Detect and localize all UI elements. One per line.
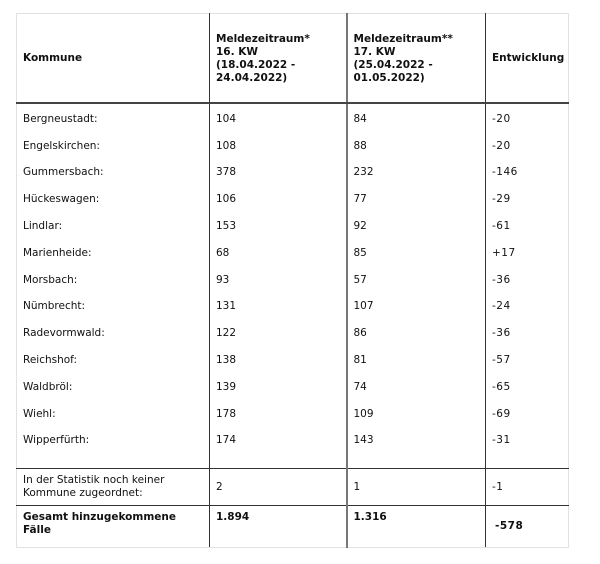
table-row — [17, 103, 569, 133]
kw17-cell: 74 — [347, 374, 486, 401]
total-row — [17, 506, 569, 548]
kommune-cell: Lindlar: — [17, 213, 210, 240]
kw16-cell: 138 — [210, 347, 347, 374]
kw16-cell: 153 — [210, 213, 347, 240]
entwicklung-cell: -31 — [486, 428, 569, 455]
kw16-cell: 178 — [210, 401, 347, 428]
unassigned-label-line: In der Statistik noch keiner — [23, 474, 165, 487]
kw16-cell: 139 — [210, 374, 347, 401]
entwicklung-cell: -29 — [486, 186, 569, 213]
total-kw16: 1.894 — [210, 506, 347, 548]
header-kw16 — [210, 14, 347, 104]
kw17-cell: 232 — [347, 160, 486, 187]
table-row — [17, 401, 569, 428]
total-label-line: Fälle — [23, 524, 51, 537]
entwicklung-cell: -146 — [486, 160, 569, 187]
kommune-cell: Bergneustadt: — [17, 103, 210, 133]
covid-cases-table — [16, 13, 569, 548]
table-row — [17, 294, 569, 321]
table-row — [17, 160, 569, 187]
header-kw16-line: 24.04.2022) — [216, 72, 288, 84]
kw16-cell: 106 — [210, 186, 347, 213]
covid-cases-table-container — [16, 13, 568, 548]
kw17-cell: 77 — [347, 186, 486, 213]
kommune-cell: Nümbrecht: — [17, 294, 210, 321]
kommune-cell: Waldbröl: — [17, 374, 210, 401]
spacer-cell — [347, 454, 486, 469]
header-kommune-label: Kommune — [23, 51, 83, 64]
kommune-cell: Hückeswagen: — [17, 186, 210, 213]
header-kw17-line: Meldezeitraum** — [353, 33, 453, 45]
header-kw16-line: 16. KW — [216, 46, 258, 58]
table-row — [17, 428, 569, 455]
entwicklung-cell: -24 — [486, 294, 569, 321]
summary-rows — [17, 469, 569, 548]
table-row — [17, 240, 569, 267]
entwicklung-cell: -61 — [486, 213, 569, 240]
header-kw17-line: 01.05.2022) — [353, 72, 425, 84]
kw17-cell: 109 — [347, 401, 486, 428]
kommune-cell: Engelskirchen: — [17, 133, 210, 160]
unassigned-label — [17, 469, 210, 506]
kw16-cell: 108 — [210, 133, 347, 160]
kommune-cell: Morsbach: — [17, 267, 210, 294]
spacer-row — [17, 454, 569, 469]
entwicklung-cell: -36 — [486, 320, 569, 347]
kw17-cell: 88 — [347, 133, 486, 160]
kommune-cell: Marienheide: — [17, 240, 210, 267]
header-entwicklung-label: Entwicklung — [492, 51, 565, 64]
kw17-cell: 81 — [347, 347, 486, 374]
entwicklung-cell: -20 — [486, 103, 569, 133]
kw17-cell: 84 — [347, 103, 486, 133]
kw17-cell: 107 — [347, 294, 486, 321]
kw16-cell: 174 — [210, 428, 347, 455]
kw16-cell: 378 — [210, 160, 347, 187]
entwicklung-cell: -57 — [486, 347, 569, 374]
entwicklung-cell: -69 — [486, 401, 569, 428]
kommune-cell: Radevormwald: — [17, 320, 210, 347]
municipality-rows — [17, 103, 569, 469]
table-row — [17, 133, 569, 160]
table-row — [17, 267, 569, 294]
spacer-cell — [486, 454, 569, 469]
table-header — [17, 14, 569, 104]
table-row — [17, 320, 569, 347]
unassigned-kw16: 2 — [210, 469, 347, 506]
kw17-cell: 86 — [347, 320, 486, 347]
unassigned-kw17: 1 — [347, 469, 486, 506]
kw16-cell: 68 — [210, 240, 347, 267]
unassigned-label-line: Kommune zugeordnet: — [23, 487, 143, 500]
entwicklung-cell: -65 — [486, 374, 569, 401]
total-entwicklung: -578 — [486, 506, 569, 548]
header-row — [17, 14, 569, 104]
total-label — [17, 506, 210, 548]
kommune-cell: Gummersbach: — [17, 160, 210, 187]
unassigned-row — [17, 469, 569, 506]
table-row — [17, 213, 569, 240]
table-row — [17, 347, 569, 374]
header-kw17-line: (25.04.2022 - — [353, 59, 433, 71]
kommune-cell: Wipperfürth: — [17, 428, 210, 455]
kw16-cell: 131 — [210, 294, 347, 321]
table-row — [17, 374, 569, 401]
header-kw16-line: Meldezeitraum* — [216, 33, 310, 45]
kommune-cell: Reichshof: — [17, 347, 210, 374]
table-row — [17, 186, 569, 213]
spacer-cell — [210, 454, 347, 469]
kw16-cell: 104 — [210, 103, 347, 133]
header-kw16-line: (18.04.2022 - — [216, 59, 296, 71]
kw17-cell: 57 — [347, 267, 486, 294]
entwicklung-cell: +17 — [486, 240, 569, 267]
unassigned-entwicklung: -1 — [486, 469, 569, 506]
header-kw17 — [347, 14, 486, 104]
entwicklung-cell: -20 — [486, 133, 569, 160]
header-entwicklung — [486, 14, 569, 104]
kommune-cell: Wiehl: — [17, 401, 210, 428]
kw17-cell: 143 — [347, 428, 486, 455]
entwicklung-cell: -36 — [486, 267, 569, 294]
kw17-cell: 92 — [347, 213, 486, 240]
kw16-cell: 93 — [210, 267, 347, 294]
spacer-cell — [17, 454, 210, 469]
total-label-line: Gesamt hinzugekommene — [23, 511, 176, 524]
total-kw17: 1.316 — [347, 506, 486, 548]
header-kw17-line: 17. KW — [353, 46, 396, 58]
header-kommune — [17, 14, 210, 104]
kw17-cell: 85 — [347, 240, 486, 267]
kw16-cell: 122 — [210, 320, 347, 347]
